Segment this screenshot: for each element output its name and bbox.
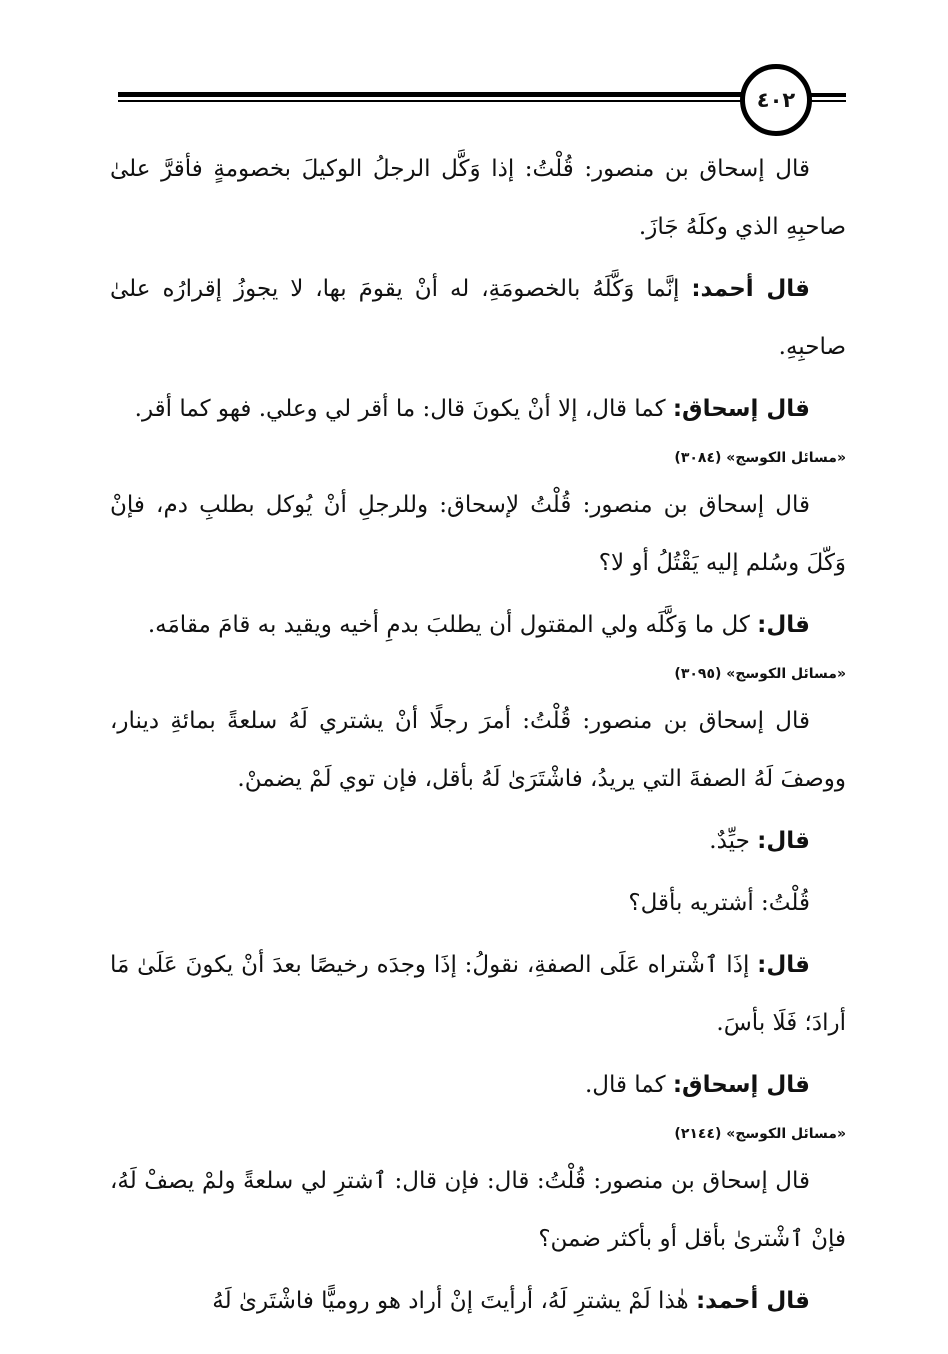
header-rule-thin xyxy=(118,100,742,102)
paragraph-text: كما قال، إلا أنْ يكونَ قال: ما أقر لي وعلي. فهو كما أقر. xyxy=(134,396,673,422)
paragraph-text: قال إسحاق بن منصور: قُلْتُ: أمرَ رجلًا أنْ يشتري لَهُ سلعةً بمائةِ دينار، ووصفَ لَهُ الصفةَ التي يريدُ، فاشْتَرَىٰ لَهُ بأقل، فإن توي لَمْ يضمنْ. xyxy=(110,708,846,792)
speaker-label: قال إسحاق: xyxy=(672,396,810,422)
speaker-label: قال: xyxy=(757,828,810,854)
page-number-badge xyxy=(740,64,812,136)
paragraph-text: هٰذا لَمْ يشترِ لَهُ، أرأيتَ إنْ أراد هو روميًّا فاشْتَرىٰ لَهُ xyxy=(212,1288,696,1314)
page-number: ٤٠٢ xyxy=(756,88,796,112)
paragraph-text: قُلْتُ: أشتريه بأقل؟ xyxy=(628,890,810,916)
source-reference: «مسائل الكوسج» (٣٠٩٥) xyxy=(674,666,846,682)
speaker-label: قال: xyxy=(757,952,810,978)
paragraph xyxy=(110,936,846,1052)
paragraph xyxy=(110,476,846,592)
paragraph xyxy=(110,692,846,808)
paragraph xyxy=(110,260,846,376)
source-reference: «مسائل الكوسج» (٣٠٨٤) xyxy=(674,450,846,466)
paragraph-text: قال إسحاق بن منصور: قُلْتُ لإسحاق: وللرجلِ أنْ يُوكل بطلبِ دم، فإنْ وَكّلَ وسُلم إليه يَقْتُلُ أو لا؟ xyxy=(110,492,846,576)
speaker-label: قال: xyxy=(757,612,810,638)
paragraph xyxy=(110,874,846,932)
paragraph xyxy=(110,812,846,870)
page-body xyxy=(110,140,846,1334)
speaker-label: قال أحمد: xyxy=(691,276,810,302)
paragraph xyxy=(110,1152,846,1268)
paragraph xyxy=(110,140,846,256)
header-rule-thick xyxy=(118,92,742,97)
paragraph xyxy=(110,1272,846,1330)
paragraph-text: قال إسحاق بن منصور: قُلْتُ: إذا وَكَّل الرجلُ الوكيلَ بخصومةٍ فأقرَّ علىٰ صاحبِهِ الذي وكلَهُ جَازَ. xyxy=(110,156,846,240)
paragraph-text: كما قال. xyxy=(584,1072,673,1098)
speaker-label: قال أحمد: xyxy=(695,1288,810,1314)
paragraph-text: جيِّدٌ. xyxy=(709,828,758,854)
paragraph-text: إنَّما وَكَّلَهُ بالخصومَةِ، له أنْ يقومَ بها، لا يجوزُ إقرارُه علىٰ صاحبِهِ. xyxy=(110,276,846,360)
source-reference: «مسائل الكوسج» (٢١٤٤) xyxy=(674,1126,846,1142)
paragraph xyxy=(110,596,846,654)
paragraph-text: كل ما وَكَّلَه ولي المقتول أن يطلبَ بدمِ أخيه ويقيد به قامَ مقامَه. xyxy=(147,612,758,638)
paragraph xyxy=(110,380,846,438)
speaker-label: قال إسحاق: xyxy=(672,1072,810,1098)
paragraph-text: إذَا ٱشْتراه عَلَى الصفةِ، نقولُ: إذَا وجدَه رخيصًا بعدَ أنْ يكونَ عَلَىٰ مَا أرادَ؛ فَلَا بأسَ. xyxy=(110,952,846,1036)
paragraph-text: قال إسحاق بن منصور: قُلْتُ: قال: فإن قال: ٱشترِ لي سلعةً ولمْ يصفْ لَهُ، فإنْ ٱشْترىٰ بأقل أو بأكثر ضمن؟ xyxy=(110,1168,846,1252)
paragraph xyxy=(110,1056,846,1114)
